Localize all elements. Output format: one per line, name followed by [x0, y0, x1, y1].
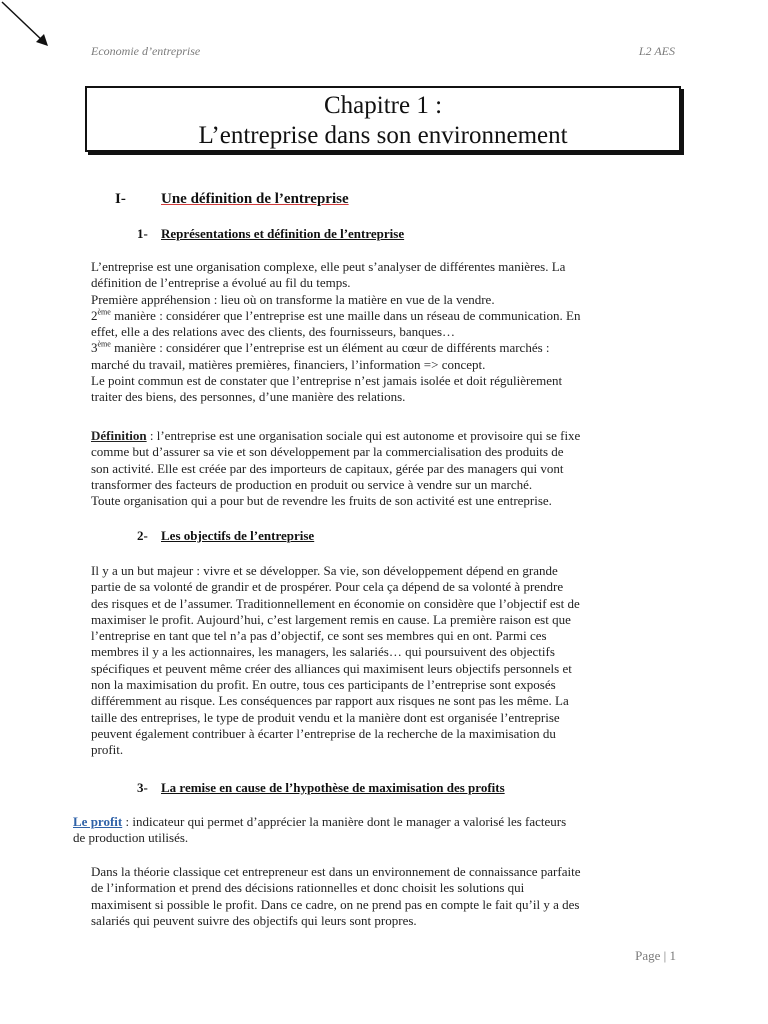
- arrow-icon: [0, 0, 56, 52]
- text-line: Le point commun est de constater que l’entreprise n’est jamais isolée et doit régulièrement: [91, 373, 563, 389]
- paragraph-classical-theory: [91, 864, 676, 929]
- text-line: comme but d’assurer sa vie et son développement par la commercialisation des produits de: [91, 444, 564, 460]
- section-title: Une définition de l’entreprise: [161, 191, 349, 207]
- text-line: de l’information et prend des décisions rationnelles et donc choisit les solutions qui: [91, 880, 525, 896]
- definition-label: Définition: [91, 428, 147, 443]
- text-line: Dans la théorie classique cet entrepreneur est dans un environnement de connaissance parfaite: [91, 864, 581, 879]
- chapter-number: Chapitre 1 :: [323, 92, 443, 119]
- profit-label: Le profit: [73, 814, 123, 829]
- text-line: différemment au risque. Les conséquences par rapport aux risques ne sont pas les même. La: [91, 693, 569, 709]
- text-line: membres il y a les actionnaires, les managers, les salariés… qui poursuivent des objectifs: [91, 644, 555, 660]
- subsection-number: 3-: [137, 780, 148, 795]
- text-line: Première appréhension : lieu où on transforme la matière en vue de la vendre.: [91, 291, 495, 307]
- text-line: Il y a un but majeur : vivre et se développer. Sa vie, son développement dépend en grande: [91, 563, 558, 578]
- text-line: Définition : l’entreprise est une organisation sociale qui est autonome et provisoire qui se fixe: [91, 428, 581, 443]
- page-number: Page | 1: [635, 948, 676, 963]
- header-course-name: Economie d’entreprise: [91, 44, 201, 58]
- text-line: L’entreprise est une organisation complexe, elle peut s’analyser de différentes manières. La: [91, 259, 566, 274]
- subsection-title: Les objectifs de l’entreprise: [161, 528, 315, 543]
- paragraph-representations: [91, 259, 676, 406]
- text-line: l’entreprise en tant que tel n’a pas d’objectif, ce sont ses membres qui en ont. Parmi ces: [91, 628, 547, 644]
- text-line: taille des entreprises, le type de produit vendu et la manière dont est organisée l’entreprise: [91, 709, 560, 725]
- section-number: I-: [115, 191, 126, 207]
- text-line: marché du travail, matières premières, financiers, l’information => concept.: [91, 356, 486, 372]
- text-line: Le profit : indicateur qui permet d’apprécier la manière dont le manager a valorisé les facteurs: [73, 814, 567, 829]
- text-line: maximisent si possible le profit. Dans ce cadre, on ne prend pas en compte le fait qu’il y a des: [91, 896, 580, 912]
- text-line: spécifiques et peuvent même créer des alliances qui maximisent leurs objectifs personnels et: [91, 660, 572, 676]
- text-line: 2ème manière : considérer que l’entreprise est une maille dans un réseau de communication. En: [91, 307, 581, 323]
- text-line: partie de sa volonté de grandir et de prospérer. Pour cela ça dépend de sa volonté à prendre: [91, 579, 564, 595]
- paragraph-definition: [91, 428, 676, 509]
- text-line: de production utilisés.: [73, 830, 189, 846]
- text-line: maximiser le profit. Aujourd’hui, c’est largement remis en cause. La première raison est que: [91, 611, 571, 627]
- text-line: son activité. Elle est créée par des importeurs de capitaux, gérée par des managers qui vont: [91, 460, 564, 476]
- subsection-number: 2-: [137, 528, 148, 543]
- text-line: salariés qui peuvent suivre des objectifs qui leurs sont propres.: [91, 912, 417, 928]
- text-line: non la maximisation du profit. En outre, tous ces participants de l’entreprise sont exposés: [91, 677, 556, 693]
- text-line: Toute organisation qui a pour but de revendre les fruits de son activité est une entreprise.: [91, 493, 552, 509]
- text-line: profit.: [91, 742, 124, 758]
- paragraph-profit: [73, 814, 676, 847]
- chapter-title: L’entreprise dans son environnement: [198, 122, 568, 149]
- text-line: 3ème manière : considérer que l’entreprise est un élément au cœur de différents marchés :: [91, 340, 550, 356]
- text-line: traiter des biens, des personnes, d’une manière des relations.: [91, 389, 406, 405]
- header-course-level: L2 AES: [638, 44, 675, 58]
- subsection-title: La remise en cause de l’hypothèse de maximisation des profits: [161, 780, 505, 795]
- chapter-title-box: [85, 86, 681, 152]
- text-line: peuvent également contribuer à écarter l’entreprise de la recherche de la maximisation du: [91, 725, 556, 741]
- subsection-number: 1-: [137, 226, 148, 241]
- paragraph-objectives: [91, 563, 676, 759]
- text-line: effet, elle a des relations avec des clients, des fournisseurs, banques…: [91, 324, 455, 340]
- text-line: transformer des facteurs de production en produit ou service à vendre sur un marché.: [91, 476, 533, 492]
- text-line: définition de l’entreprise a évolué au fil du temps.: [91, 275, 351, 291]
- text-line: des risques et de l’assumer. Traditionnellement en économie on considère que l’objectif est de: [91, 595, 580, 611]
- subsection-title: Représentations et définition de l’entreprise: [161, 226, 405, 241]
